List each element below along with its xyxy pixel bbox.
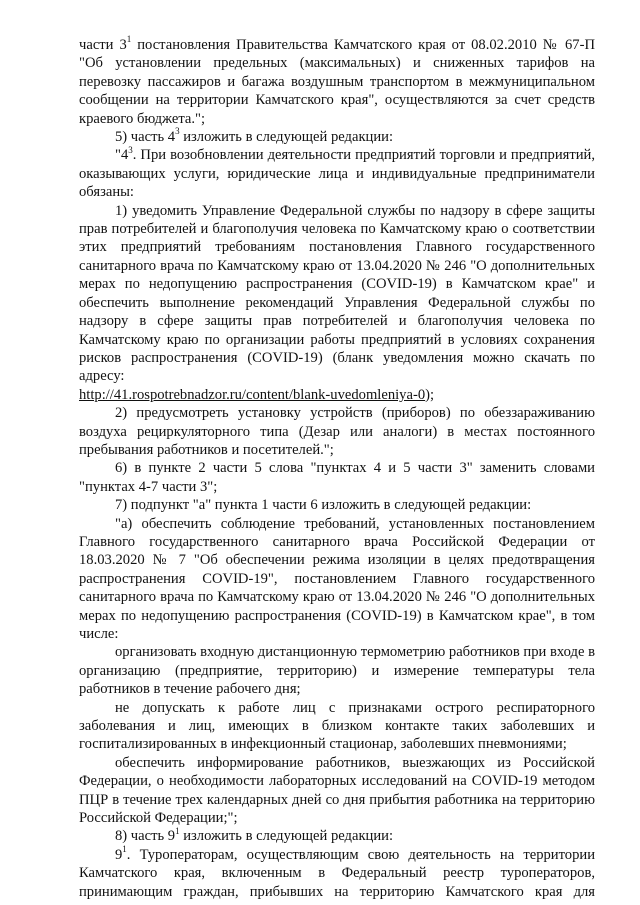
paragraph-item-7: 7) подпункт "а" пункта 1 части 6 изложить в следующей редакции: — [115, 497, 532, 514]
paragraph-item-6: 6) в пункте 2 части 5 слова "пунктах 4 и 5 части 3" заменить словами "пунктах 4-7 части 3"; — [79, 460, 595, 495]
paragraph-thermometry: организовать входную дистанционную термометрию работников при входе в организацию (предприятие, территорию) и измерение температуры тела работников в течение рабочего дня; — [79, 644, 595, 698]
paragraph-continuation: части $3^1$ постановления Правительства Камчатского края от 08.02.2010 № 67-П "Об установлении предельных (максимальных) и сниженных тарифов на перевозку пассажиров и багажа воздушным транспортом в межмуниципальном сообщении на территории Камчатского края", осуществляются за счет средств краевого бюджета."; — [79, 34, 595, 127]
paragraph-clause-4-3: "$4^3$. При возобновлении деятельности предприятий торговли и предприятий, оказывающих услуги, юридические лица и индивидуальные предприниматели обязаны: — [79, 144, 595, 201]
paragraph-clause-9-1: $9^1$. Туроператорам, осуществляющим свою деятельность на территории Камчатского края, включенным в Федеральный реестр туроператоров, принимающим граждан, прибывших на территорию Камчатского края для — [79, 844, 595, 900]
document-page — [79, 36, 595, 901]
paragraph-link-line: http://41.rospotrebnadzor.ru/content/blank-uvedomleniya-0); — [79, 386, 435, 403]
paragraph-item-5: 5) часть $4^3$ изложить в следующей редакции: — [115, 126, 394, 146]
rospotrebnadzor-link[interactable]: http://41.rospotrebnadzor.ru/content/blank-uvedomleniya-0 — [79, 386, 426, 403]
paragraph-subitem-1: 1) уведомить Управление Федеральной службы по надзору в сфере защиты прав потребителей и благополучия человека по Камчатскому краю о соответствии этих предприятий требованиям постановления Главного государственного санитарного врача по Камчатскому краю от 13.04.2020 № 246 "О дополнительных мерах по недопущению распространения (COVID-19) в Камчатском крае" и обеспечить выполнение рекомендаций Управления Федеральной службы по надзору в сфере защиты прав потребителей и благополучия человека по Камчатскому краю по организации работы предприятий в условиях сохранения рисков распространения (COVID-19) (бланк уведомления можно скачать по адресу: — [79, 202, 595, 385]
paragraph-informing: обеспечить информирование работников, выезжающих из Российской Федерации, о необходимости лабораторных исследований на COVID-19 методом ПЦР в течение трех календарных дней со дня прибытия работника на территорию Российской Федерации;"; — [79, 754, 595, 827]
paragraph-subitem-2: 2) предусмотреть установку устройств (приборов) по обеззараживанию воздуха рециркуляторного типа (Дезар или аналоги) в местах постоянного пребывания работников и посетителей."; — [79, 405, 595, 458]
paragraph-subitem-a: "а) обеспечить соблюдение требований, установленных постановлением Главного государственного санитарного врача Российской Федерации от 18.03.2020 № 7 "Об обеспечении режима изоляции в целях предотвращения распространения COVID-19", постановлением Главного государственного санитарного врача по Камчатскому краю от 13.04.2020 № 246 "О дополнительных мерах по недопущению распространения (COVID-19) в Камчатском крае", в том числе: — [79, 515, 595, 642]
paragraph-no-admission: не допускать к работе лиц с признаками острого респираторного заболевания и лиц, имеющих в близком контакте таких заболевших и госпитализированных в инфекционный стационар, заболевших пневмониями; — [79, 699, 595, 753]
paragraph-item-8: 8) часть $9^1$ изложить в следующей редакции: — [115, 825, 394, 845]
